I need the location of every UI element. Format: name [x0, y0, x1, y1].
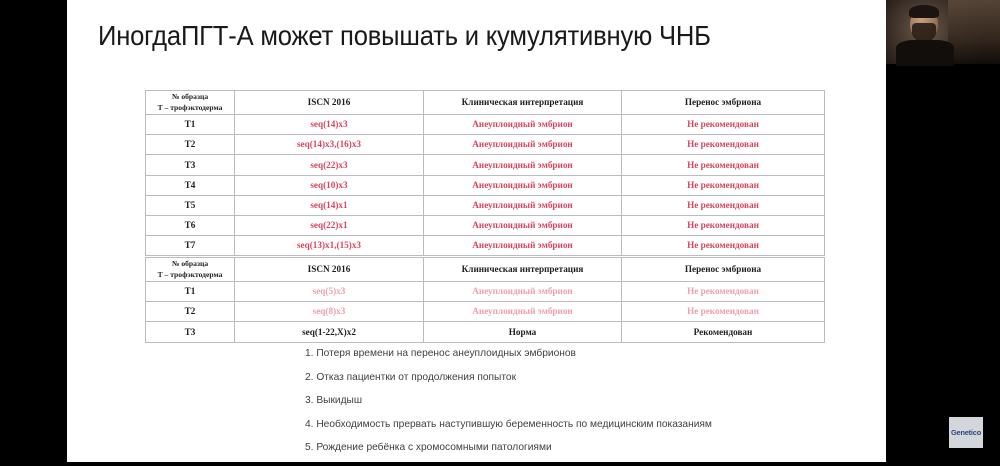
speaker-hair: [909, 5, 939, 18]
cell-interpretation: Анеуплоидный эмбрион: [424, 282, 622, 302]
cell-transfer: Не рекомендован: [622, 135, 825, 155]
page-title: ИногдаПГТ-А может повышать и кумулятивную ЧНБ: [98, 20, 711, 51]
cell-transfer: Рекомендован: [622, 322, 825, 342]
list-item: 5. Рождение ребёнка с хромосомными патологиями: [305, 442, 552, 454]
column-header-sample-line2: Т – трофэктодерма: [157, 102, 223, 112]
column-header-iscn: ISCN 2016: [235, 91, 424, 115]
genetico-logo: [949, 417, 983, 448]
column-header-transfer: Перенос эмбриона: [622, 258, 825, 282]
cell-sample: T5: [146, 195, 235, 215]
cell-interpretation: Анеуплоидный эмбрион: [424, 195, 622, 215]
list-item: 2. Отказ пациентки от продолжения попыток: [305, 371, 517, 383]
column-header-sample-line1: № образца: [171, 92, 209, 102]
presentation-slide: [67, 0, 982, 462]
table-header: [146, 258, 825, 282]
cell-interpretation: Анеуплоидный эмбрион: [424, 135, 622, 155]
list-item: 4. Необходимость прервать наступившую беременность по медицинским показаниям: [305, 418, 712, 430]
list-item: 1. Потеря времени на перенос анеуплоидных эмбрионов: [305, 348, 576, 359]
cell-iscn: seq(1-22,X)x2: [235, 322, 424, 342]
column-header-iscn: ISCN 2016: [235, 258, 424, 282]
cell-iscn: seq(14)x3: [235, 115, 424, 135]
cell-iscn: seq(22)x3: [235, 155, 424, 175]
column-header-interpretation: Клиническая интерпретация: [424, 258, 622, 282]
table-header-row: [146, 91, 825, 115]
table-header: [146, 91, 825, 115]
table-row: [146, 282, 825, 302]
cell-transfer: Не рекомендован: [622, 155, 825, 175]
cell-interpretation: Норма: [424, 322, 622, 342]
table-row: [146, 135, 825, 155]
table-row: [146, 175, 825, 195]
table-row: [146, 115, 825, 135]
list-item: 3. Выкидыш: [305, 395, 363, 407]
cell-transfer: Не рекомендован: [622, 302, 825, 322]
cell-iscn: seq(13)x1,(15)x3: [235, 236, 424, 256]
cell-iscn: seq(14)x1: [235, 195, 424, 215]
cell-interpretation: Анеуплоидный эмбрион: [424, 236, 622, 256]
logo-text: Genetico: [950, 428, 982, 437]
column-header-transfer: Перенос эмбриона: [622, 91, 825, 115]
webcam-wall: [948, 0, 1000, 64]
cell-iscn: seq(8)x3: [235, 302, 424, 322]
cell-interpretation: Анеуплоидный эмбрион: [424, 155, 622, 175]
table-row: [146, 302, 825, 322]
cell-transfer: Не рекомендован: [622, 115, 825, 135]
cell-sample: T6: [146, 215, 235, 235]
cell-transfer: Не рекомендован: [622, 282, 825, 302]
cell-sample: T7: [146, 236, 235, 256]
column-header-sample-line2: Т – трофэктодерма: [157, 269, 223, 279]
cell-iscn: seq(10)x3: [235, 175, 424, 195]
cell-interpretation: Анеуплоидный эмбрион: [424, 215, 622, 235]
cell-iscn: seq(22)x1: [235, 215, 424, 235]
table-row: [146, 155, 825, 175]
cell-sample: T3: [146, 155, 235, 175]
cell-transfer: Не рекомендован: [622, 236, 825, 256]
cell-interpretation: Анеуплоидный эмбрион: [424, 175, 622, 195]
cell-interpretation: Анеуплоидный эмбрион: [424, 115, 622, 135]
column-header-sample: [146, 258, 235, 282]
cell-iscn: seq(5)x3: [235, 282, 424, 302]
cell-transfer: Не рекомендован: [622, 175, 825, 195]
cell-transfer: Не рекомендован: [622, 195, 825, 215]
column-header-interpretation: Клиническая интерпретация: [424, 91, 622, 115]
column-header-sample-line1: № образца: [171, 259, 209, 269]
table-body: [146, 282, 825, 343]
table-row: [146, 236, 825, 256]
results-table-second-cycle: [145, 257, 825, 343]
cell-transfer: Не рекомендован: [622, 215, 825, 235]
table-row: [146, 322, 825, 342]
table-row: [146, 195, 825, 215]
table-body: [146, 115, 825, 256]
cell-sample: T1: [146, 115, 235, 135]
cell-sample: T2: [146, 302, 235, 322]
column-header-sample: [146, 91, 235, 115]
cell-iscn: seq(14)x3,(16)x3: [235, 135, 424, 155]
webcam-thumbnail[interactable]: [886, 0, 1000, 64]
table-row: [146, 215, 825, 235]
results-table-first-cycle: [145, 90, 825, 256]
consequences-list: [305, 348, 865, 466]
cell-sample: T3: [146, 322, 235, 342]
cell-sample: T2: [146, 135, 235, 155]
speaker-body: [896, 40, 954, 66]
cell-interpretation: Анеуплоидный эмбрион: [424, 302, 622, 322]
table-header-row: [146, 258, 825, 282]
cell-sample: T4: [146, 175, 235, 195]
cell-sample: T1: [146, 282, 235, 302]
